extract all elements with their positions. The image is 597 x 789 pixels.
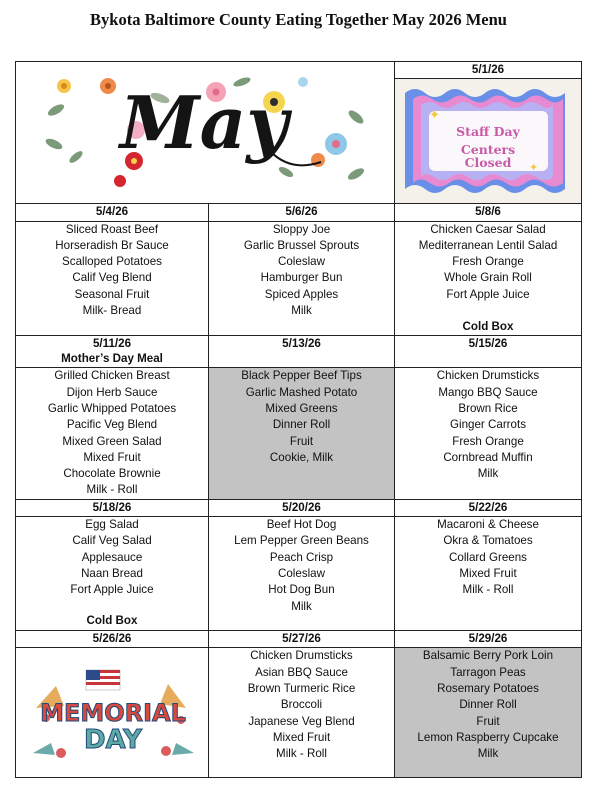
date-header: 5/15/26 (395, 336, 582, 368)
menu-item: Chicken Drumsticks (250, 649, 353, 663)
menu-title: Bykota Baltimore County Eating Together May 2026 Menu (90, 10, 507, 29)
menu-item: Naan Bread (81, 566, 143, 580)
may-floral-banner (16, 62, 394, 202)
sparkle-icon: ✦ (529, 162, 539, 175)
menu-item: Fresh Orange (452, 434, 524, 448)
staff-day-text: Staff Day (456, 124, 520, 140)
menu-item: Dijon Herb Sauce (66, 385, 158, 399)
cold-box-note: Cold Box (86, 613, 138, 627)
menu-item: Ginger Carrots (449, 418, 527, 432)
menu-item: Cookie, Milk (269, 450, 334, 464)
menu-item: Japanese Veg Blend (248, 714, 355, 728)
menu-item: Mixed Green Salad (62, 434, 162, 448)
date-header: 5/4/26 (16, 204, 209, 221)
menu-item: Milk (477, 467, 499, 481)
day-menu-cell-shaded (209, 368, 395, 499)
menu-item: Macaroni & Cheese (437, 518, 539, 532)
menu-item: Sliced Roast Beef (65, 222, 159, 236)
menu-item: Whole Grain Roll (444, 271, 532, 285)
date-header: 5/8/6 (395, 204, 582, 221)
menu-item: Coleslaw (277, 255, 326, 269)
cold-box-note: Cold Box (462, 320, 514, 334)
day-menu-cell (16, 368, 209, 499)
date-header: 5/13/26 (209, 336, 395, 368)
american-flag-icon (86, 670, 120, 690)
day-menu-cell (395, 221, 582, 336)
menu-item: Chocolate Brownie (63, 467, 161, 481)
menu-item: Calif Veg Salad (72, 534, 152, 548)
menu-item: Balsamic Berry Pork Loin (422, 649, 554, 663)
menu-item: Mixed Fruit (272, 730, 331, 744)
menu-item: Grilled Chicken Breast (54, 369, 170, 383)
date-header: 5/20/26 (209, 499, 395, 516)
menu-item: Milk (477, 747, 499, 761)
staff-day-closed-banner (395, 79, 581, 203)
day-menu-cell (395, 517, 582, 631)
menu-calendar-table (15, 61, 582, 778)
menu-item: Garlic Mashed Potato (245, 385, 358, 399)
menu-item: Mixed Greens (265, 401, 338, 415)
menu-item: Fruit (289, 434, 314, 448)
menu-item: Chicken Drumsticks (436, 369, 540, 383)
day-menu-cell-shaded (395, 648, 582, 778)
date-header: 5/26/26 (16, 631, 209, 648)
centers-text: Centers (460, 142, 516, 158)
menu-item: Seasonal Fruit (74, 287, 150, 301)
menu-item: Peach Crisp (269, 550, 334, 564)
staff-day-cell (395, 79, 582, 204)
menu-item: Pacific Veg Blend (66, 418, 158, 432)
date-header: 5/22/26 (395, 499, 582, 516)
date-label: 5/11/26 (92, 337, 132, 351)
menu-item: Lemon Raspberry Cupcake (417, 730, 559, 744)
menu-item: Brown Turmeric Rice (247, 681, 356, 695)
day-menu-cell (209, 648, 395, 778)
date-header: 5/1/26 (395, 62, 582, 79)
day-menu-cell (209, 221, 395, 336)
menu-item: Hot Dog Bun (268, 583, 335, 597)
menu-item: Milk (291, 599, 312, 613)
menu-item: Brown Rice (458, 401, 518, 415)
date-header: 5/29/26 (395, 631, 582, 648)
menu-item: Mixed Fruit (83, 450, 141, 464)
menu-item: Milk (291, 304, 312, 318)
memorial-day-cell (16, 648, 209, 778)
menu-item: Egg Salad (85, 518, 139, 532)
menu-item: Fort Apple Juice (446, 287, 530, 301)
menu-item: Black Pepper Beef Tips (241, 369, 362, 383)
sparkle-icon: ✦ (429, 107, 440, 123)
menu-item: Spiced Apples (264, 287, 339, 301)
menu-item: Calif Veg Blend (72, 271, 152, 285)
mothers-day-note: Mother’s Day Meal (61, 352, 163, 366)
menu-item: Coleslaw (277, 566, 326, 580)
menu-item: Fort Apple Juice (70, 583, 154, 597)
day-menu-cell (395, 368, 582, 499)
menu-item: Chicken Caesar Salad (430, 222, 546, 236)
memorial-day-banner (16, 648, 208, 776)
menu-item: Tarragon Peas (450, 665, 526, 679)
menu-item: Cornbread Muffin (443, 450, 533, 464)
date-header (16, 336, 209, 368)
menu-item: Scalloped Potatoes (62, 255, 162, 269)
menu-item: Applesauce (81, 550, 143, 564)
closed-text: Closed (464, 155, 512, 171)
menu-item: Okra & Tomatoes (443, 534, 533, 548)
date-header: 5/6/26 (209, 204, 395, 221)
date-header: 5/27/26 (209, 631, 395, 648)
day-menu-cell (16, 221, 209, 336)
menu-item: Garlic Brussel Sprouts (243, 238, 360, 252)
menu-item: Mango BBQ Sauce (438, 385, 538, 399)
menu-item: Milk - Roll (462, 583, 514, 597)
menu-item: Fruit (476, 714, 500, 728)
menu-item: Asian BBQ Sauce (255, 665, 348, 679)
menu-item: Milk- Bread (82, 304, 142, 318)
day-text: DAY (83, 725, 143, 756)
menu-item: Broccoli (280, 698, 323, 712)
menu-item: Fresh Orange (452, 255, 524, 269)
menu-item: Beef Hot Dog (266, 518, 337, 532)
day-menu-cell (16, 517, 209, 631)
menu-item: Garlic Whipped Potatoes (47, 401, 177, 415)
day-menu-cell (209, 517, 395, 631)
may-script-text: May (119, 80, 289, 165)
menu-item: Lem Pepper Green Beans (234, 534, 369, 548)
menu-item: Milk - Roll (86, 483, 138, 497)
menu-item: Hamburger Bun (260, 271, 343, 285)
menu-item: Milk - Roll (276, 747, 327, 761)
menu-item: Rosemary Potatoes (437, 681, 539, 695)
menu-item: Collard Greens (449, 550, 527, 564)
menu-item: Dinner Roll (272, 418, 331, 432)
date-header: 5/18/26 (16, 499, 209, 516)
may-banner-cell (16, 62, 395, 204)
menu-item: Horseradish Br Sauce (55, 238, 169, 252)
menu-item: Sloppy Joe (272, 222, 331, 236)
memorial-text: MEMORIAL (40, 699, 186, 728)
menu-item: Dinner Roll (459, 698, 517, 712)
menu-item: Mixed Fruit (459, 566, 517, 580)
menu-item: Mediterranean Lentil Salad (418, 238, 558, 252)
